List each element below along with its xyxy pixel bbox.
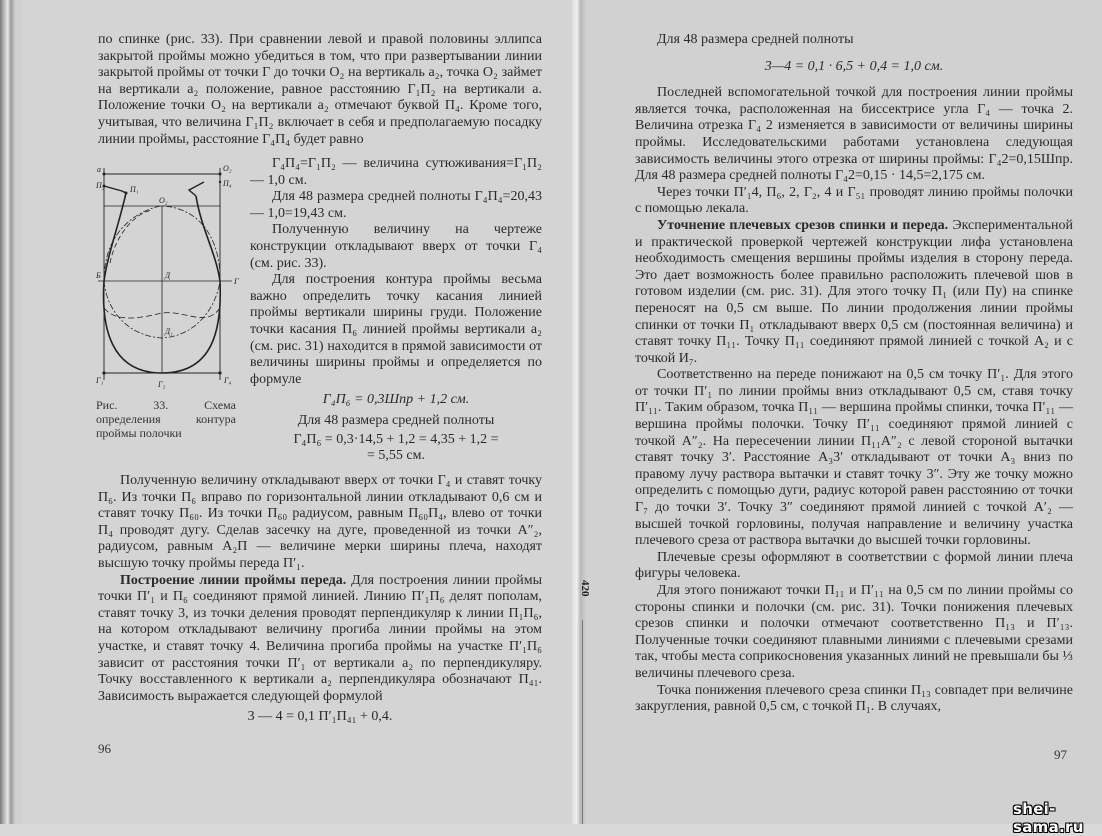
formula-2a: Г₄П₆ = 0,3·14,5 + 1,2 = 4,35 + 1,2 = (293, 431, 499, 447)
ellipse-dash-upper (110, 210, 152, 263)
right-para-4: Соответственно на переде понижают на 0,5 см точку П′₁. Для этого от точки П′₁ по линии проймы вниз откладывают 0,5 см, ставя точку П′₁₁. Таким образом, точка П₁₁ — вершина проймы спинки, точка П′₁₁ — вершина проймы полочки. Точку П′₁₁ соединяют прямой линией с точкой А″₂. На пересечении линии П₁₁А″₂ с левой стороной вытачки ставят точку 3′. Расстояние А₃3′ откладывают от точки А₃ вниз по правому лучу раствора вытачки и ставят точку 3″. Эту же точку можно определить с помощью дуги, радиус которой равен расстоянию от точки Г₇ до точки 3′. Точку 3″ соединяют прямой линией с точкой А′₂ — высшей точкой горловины, получая направление и величину участка плечевого среза от раствора вытачки до высшей точки горловины. (635, 367, 1073, 549)
figure-caption (96, 398, 236, 440)
col-para-1: Г₄П₄=Г₁П₂ — величина сутюживания=Г₁П₂ — 1,0 см. (250, 156, 542, 188)
fig-label-b: Б (96, 271, 101, 280)
right-para-1: Последней вспомогательной точкой для построения линии проймы является точка, расположенная на биссектрисе угла Г₄ — точка 2. Величина отрезка Г₄ 2 изменяется в зависимости от величины ширины проймы. Исследовательскими работами установлена следующая зависимость величины этого отрезка от ширины проймы: Г₄2=0,15Шпр. Для 48 размера средней полноты Г₄2=0,15 · 14,5=2,175 см. (635, 85, 1073, 184)
formula-4: 3—4 = 0,1 · 6,5 + 0,4 = 1,0 см. (764, 58, 944, 74)
book-edge (0, 0, 22, 824)
heading-front-armhole: Построение линии проймы переда. (120, 572, 347, 588)
fig-label-o2: О₂ (159, 196, 168, 205)
left-column-beside-figure (250, 156, 542, 465)
fig-label-p2: П₂ (96, 181, 105, 190)
heading-shoulder-seams: Уточнение плечевых срезов спинки и переда. (657, 217, 949, 233)
right-page-text (635, 32, 1073, 716)
shoulder-back (104, 186, 126, 193)
formula-3: 3 — 4 = 0,1 П′₁П₄₁ + 0,4. (247, 709, 393, 725)
left-paragraph-top (98, 32, 542, 148)
fig-label-g1: Г₁ (96, 376, 104, 385)
right-para-3 (635, 218, 1073, 367)
right-para-6: Для этого понижают точки П₁₁ и П′₁₁ на 0,5 см по линии проймы со стороны спинки и полочки (см. рис. 31). Точки понижения плечевых срезов спинки и полочки отмечают соответственно П₁₃ и П′₁₃. Полученные точки соединяют плавными линиями с плечевыми срезами так, чтобы места соприкосновения указанных линий не превышали бы ⅓ величины плечевого среза. (635, 583, 1073, 681)
fig-label-g4: Г₄ (224, 376, 232, 385)
para-top: по спинке (рис. 33). При сравнении левой и правой половины эллипса закрытой проймы можно убедиться в том, что при развертывании линии закрытой проймы от точки Г до точки О₂ на вертикаль а₂, точка О₂ займет на вертикали а₂ положение, равное расстоянию Г₁П₂ на вертикали а. Положение точки О₂ на вертикали а₂ отмечают буквой П₄. Кроме того, учитывая, что величина Г₁П₂ включает в себя и предполагаемую посадку линии проймы, расстояние Г₄П₄ будет равно (98, 32, 542, 147)
para-bottom-2-text: Для построения линии проймы точки П′₁ и П₆ соединяют прямой линией. Линию П′₁П₆ делят пополам, ставят точку 3, из точки деления проводят перпендикуляр к линии П₁П₆, на котором откладывают величину прогиба линии проймы на этом участке, и ставят точку 4. Величина прогиба проймы на участке П′₁П₆ зависит от расстояния точки П′₁ от вертикали а₂ по перпендикуляру. Точку восставленного к вертикали а₂ перпендикуляра обозначают П₄₁. Зависимость выражается следующей формулой (98, 572, 543, 704)
fig-label-p4: П₄ (223, 179, 232, 188)
fig-label-p1: П₁ (130, 185, 139, 194)
figure-33-armhole-diagram (96, 156, 242, 392)
gutter-mark: 420 (579, 580, 591, 597)
formula-1: Г₄П₆ = 0,3Шпр + 1,2 см. (322, 392, 470, 408)
gutter-line (582, 620, 583, 824)
fig-label-g: Г (234, 277, 239, 286)
para-bottom-1: Полученную величину откладывают вверх от точки Г₄ и ставят точку П₆. Из точки П₆ вправо по горизонтальной линии откладывают 0,6 см и ставят точку П₆₀. Из точки П₆₀ радиусом, равным П₆₀П₄, влево от точки П₄ проводят дугу. Сделав засечку на дуге, проведенной из точки А″₂, радиусом, равным А₂П — величине мерки ширины плеча, находят высшую точку проймы переда П′₁. (98, 473, 542, 571)
col-para-3: Полученную величину на чертеже конструкции откладывают вверх от точки Г₄ (см. рис. 33). (250, 222, 542, 271)
formula-2b: = 5,55 см. (367, 448, 425, 464)
fig-label-d: Д (165, 271, 171, 280)
para-bottom-2 (98, 573, 542, 706)
col-para-2: Для 48 размера средней полноты Г₄П₄=20,43 — 1,0=19,43 см. (250, 189, 542, 221)
fig-label-o2-top: О₂ (223, 164, 232, 173)
shoulder-front (189, 182, 204, 196)
page-number-right: 97 (1054, 747, 1067, 762)
right-para-2: Через точки П′₁4, П₆, 2, Г₂, 4 и Г₅₁ проводят линию проймы полочки с помощью лекала. (635, 184, 1073, 217)
right-para-3-text: Экспериментальной и практической проверкой чертежей конструкции лифа установлена необходимость смещения вершины проймы изделия в сторону переда. Это дает возможность более правильно расположить плечевой шов в готовом изделии (см. рис. 31). Для этого точку П₁ (или Пу) на спинке переносят на 0,5 см выше. По линии продолжения линии проймы спинки от точки П₁ откладывают вверх 0,5 см (постоянная величина) и ставят точку П₁₁. Точку П₁₁ соединяют прямой линией с точкой А₂ и с точкой И₇. (635, 217, 1073, 366)
book-gutter (572, 0, 586, 824)
right-para-7: Точка понижения плечевого среза спинки П₁₃ совпадет при величине закругления, равной 0,5 см, с точкой П₁. В случаях, (635, 682, 1073, 715)
fig-label-a: а (97, 165, 101, 174)
right-para-5: Плечевые срезы оформляют в соответствии с формой линии плеча фигуры человека. (635, 549, 1073, 582)
fig-label-d1: Д₁ (165, 327, 173, 336)
formula-1-label: Для 48 размера средней полноты (297, 412, 495, 428)
figure-caption-text: Рис. 33. Схема определения контура проймы полочки (96, 398, 236, 440)
right-intro: Для 48 размера средней полноты (657, 32, 854, 47)
watermark: shei-sama.ru (1013, 800, 1084, 836)
fig-label-g2: Г₂ (158, 380, 166, 389)
left-paragraph-bottom (98, 473, 542, 726)
col-para-4: Для построения контура проймы весьма важно определить точку касания линией проймы вертикали ширины груди. Положение точки касания П₆ линией проймы вертикали а₂ (см. рис. 31) находится в прямой зависимости от величины ширины проймы и определяется по формуле (250, 272, 542, 387)
page-number-left: 96 (98, 741, 111, 756)
